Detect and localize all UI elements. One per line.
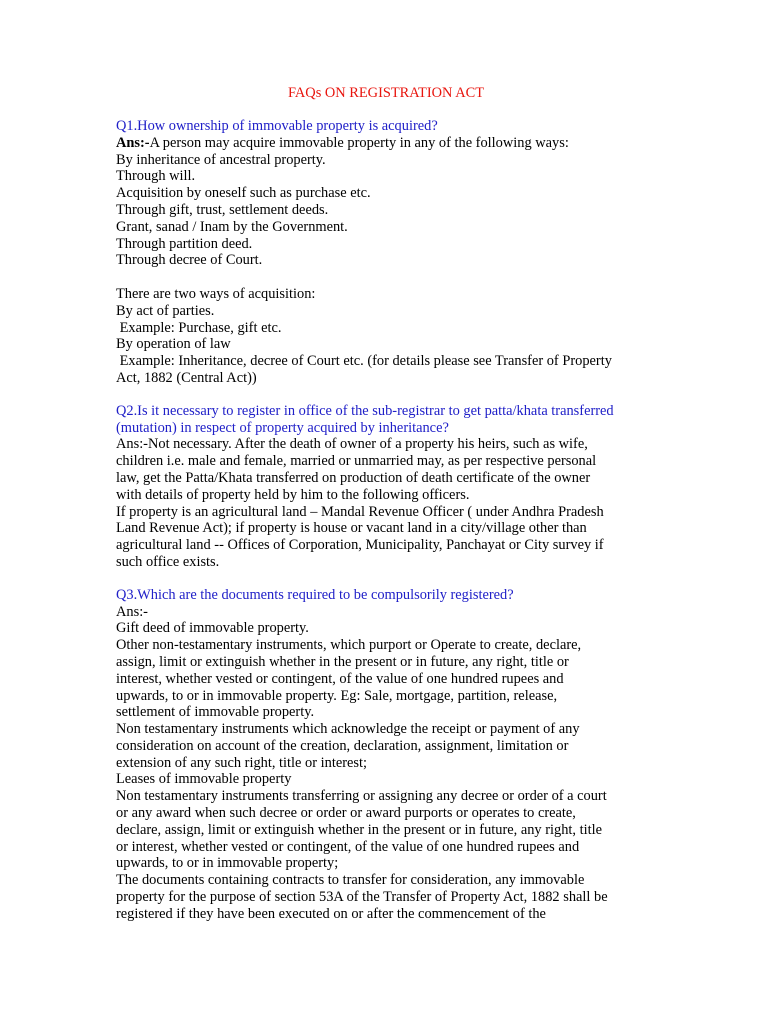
way-item: Through decree of Court.	[116, 252, 263, 269]
paragraph-spacer	[116, 571, 656, 587]
answer-3-line: Gift deed of immovable property.	[116, 620, 309, 637]
question-2-line: (mutation) in respect of property acquired by inheritance?	[116, 419, 449, 436]
answer-2-line: law, get the Patta/Khata transferred on production of death certificate of the owner	[116, 469, 591, 486]
acquisition-line: There are two ways of acquisition:	[116, 285, 316, 302]
answer-3-line: The documents containing contracts to transfer for consideration, any immovable	[116, 872, 585, 889]
answer-3-line: upwards, to or in immovable property. Eg: Sale, mortgage, partition, release,	[116, 687, 558, 704]
answer-2-line: agricultural land -- Offices of Corporation, Municipality, Panchayat or City survey if	[116, 537, 604, 554]
answer-2-line: Land Revenue Act); if property is house or vacant land in a city/village other than	[116, 520, 587, 537]
answer-3-line: upwards, to or in immovable property;	[116, 855, 339, 872]
question-1: Q1.How ownership of immovable property is acquired?	[116, 118, 438, 134]
way-item: Through gift, trust, settlement deeds.	[116, 201, 329, 218]
answer-2-line: with details of property held by him to the following officers.	[116, 486, 470, 503]
answer-2-line: such office exists.	[116, 553, 220, 570]
way-item: Grant, sanad / Inam by the Government.	[116, 218, 348, 235]
answer-3-line: property for the purpose of section 53A of the Transfer of Property Act, 1882 shall be	[116, 889, 608, 906]
document-page	[116, 84, 656, 923]
answer-3-line: extension of any such right, title or interest;	[116, 754, 367, 771]
answer-3-line: Other non-testamentary instruments, which purport or Operate to create, declare,	[116, 637, 582, 654]
answer-2-line: If property is an agricultural land – Mandal Revenue Officer ( under Andhra Pradesh	[116, 503, 604, 520]
answer-3-line: settlement of immovable property.	[116, 704, 315, 721]
answer-3-line: Leases of immovable property	[116, 771, 292, 788]
acquisition-line: Act, 1882 (Central Act))	[116, 369, 257, 386]
way-item: Through will.	[116, 168, 196, 185]
answer-3-line: Non testamentary instruments which acknowledge the receipt or payment of any	[116, 721, 580, 738]
acquisition-line: Example: Purchase, gift etc.	[116, 319, 282, 336]
answer-1-intro-text: A person may acquire immovable property in any of the following ways:	[149, 134, 569, 151]
acquisition-line: Example: Inheritance, decree of Court etc. (for details please see Transfer of Property	[116, 353, 612, 370]
answer-3-line: Non testamentary instruments transferring or assigning any decree or order of a court	[116, 788, 607, 805]
answer-label: Ans:-	[116, 134, 150, 151]
question-3: Q3.Which are the documents required to be compulsorily registered?	[116, 586, 514, 603]
answer-3-line: Ans:-	[116, 603, 148, 620]
way-item: By inheritance of ancestral property.	[116, 151, 326, 168]
way-item: Through partition deed.	[116, 235, 253, 252]
answer-3-line: or any award when such decree or order or award purports or operates to create,	[116, 805, 576, 822]
answer-3-line: declare, assign, limit or extinguish whether in the present or in future, any right, title	[116, 821, 602, 838]
paragraph-spacer	[116, 269, 656, 286]
acquisition-line: By operation of law	[116, 336, 231, 353]
answer-3-line: registered if they have been executed on or after the commencement of the	[116, 905, 546, 922]
answer-1-intro	[116, 135, 656, 152]
question-2-line: Q2.Is it necessary to register in office of the sub-registrar to get patta/khata transferred	[116, 402, 614, 419]
answer-2-line: children i.e. male and female, married or unmarried may, as per respective personal	[116, 453, 597, 470]
acquisition-line: By act of parties.	[116, 302, 215, 319]
way-item: Acquisition by oneself such as purchase etc.	[116, 185, 371, 202]
answer-3-line: interest, whether vested or contingent, of the value of one hundred rupees and	[116, 670, 564, 687]
answer-3-line: or interest, whether vested or contingent, of the value of one hundred rupees and	[116, 838, 580, 855]
answer-3-line: assign, limit or extinguish whether in the present or in future, any right, title or	[116, 653, 569, 670]
document-title: FAQs ON REGISTRATION ACT	[287, 85, 484, 101]
paragraph-spacer	[116, 387, 656, 403]
answer-3-line: consideration on account of the creation, declaration, assignment, limitation or	[116, 737, 569, 754]
answer-2-line: Ans:-Not necessary. After the death of owner of a property his heirs, such as wife,	[116, 436, 588, 453]
